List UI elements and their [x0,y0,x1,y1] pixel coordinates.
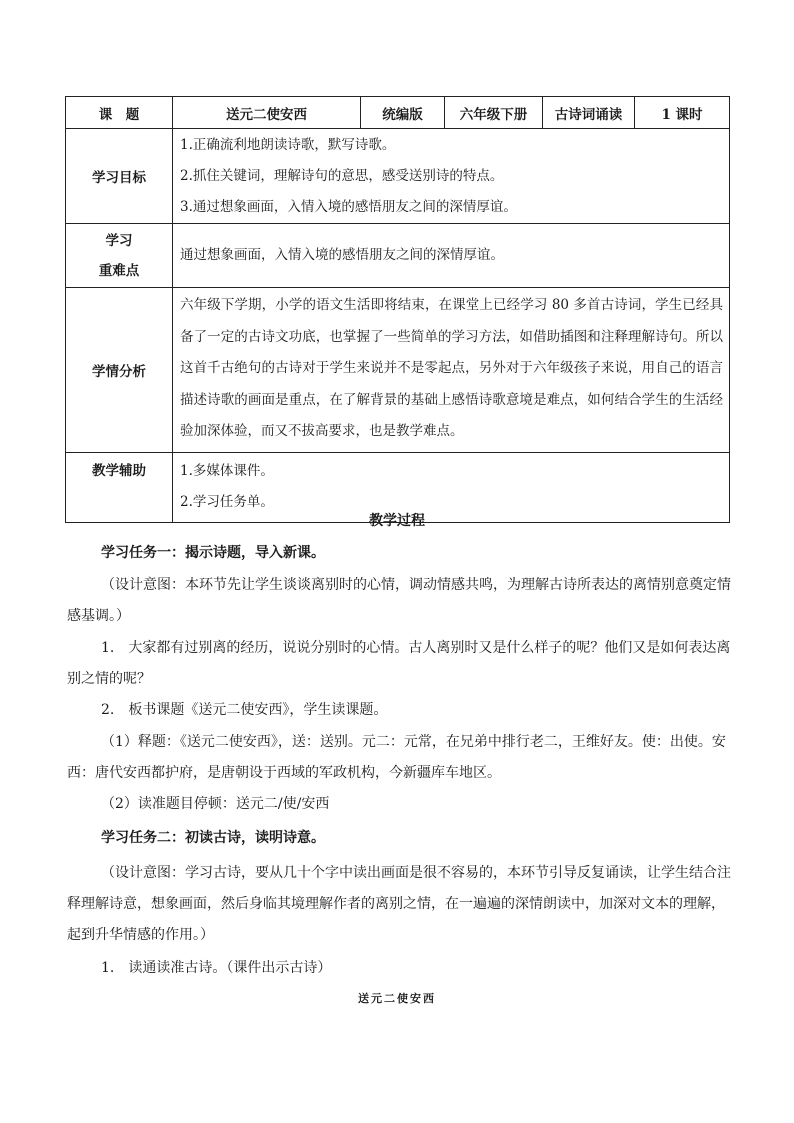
goals-row [66,129,730,224]
task1-heading: 学习任务一：揭示诗题，导入新课。 [101,545,325,561]
task1-step2: 2. 板书课题《送元二使安西》，学生读课题。 [101,702,388,718]
lesson-info-table [65,96,730,523]
goal-item: 2.抓住关键词，理解诗句的意思，感受送别诗的特点。 [180,167,504,184]
header-lesson-title: 送元二使安西 [173,97,361,129]
analysis-content: 六年级下学期，小学的语文生活即将结束，在课堂上已经学习 80 多首古诗词，学生已经具备了一定的古诗文功底，也掌握了一些简单的学习方法，如借助插图和注释理解诗句。所以这首千古绝句的古诗对于学生来说并不是零起点，另外对于六年级孩子来说，用自己的语言描述诗歌的画面是重点，在了解背景的基础上感悟诗歌意境是难点，如何结合学生的生活经验加深体验，而又不拔高要求，也是教学难点。 [173,288,730,453]
task2-heading: 学习任务二：初读古诗，读明诗意。 [101,830,325,846]
key-points-label-line1: 学习 [105,232,133,249]
task2-design-note: （设计意图：学习古诗，要从几十个字中读出画面是很不容易的，本环节引导反复诵读，让学生结合注释理解诗意，想象画面，然后身临其境理解作者的离别之情，在一遍遍的深情朗读中，加深对文本的理解，起到升华情感的作用。） [67,865,731,943]
header-edition: 统编版 [361,97,445,129]
aids-label: 教学辅助 [66,452,173,522]
header-hours: 1 课时 [635,97,730,129]
task1-sub1: （1）释题：《送元二使安西》，送：送别。元二：元常，在兄弟中排行老二，王维好友。使：出使。安西：唐代安西都护府，是唐朝设于西域的军政机构，今新疆库车地区。 [67,734,726,781]
aid-item: 2.学习任务单。 [180,494,274,510]
poem-title: 送元二使安西 [358,992,436,1005]
key-points-label [66,224,173,288]
header-unit: 古诗词诵读 [543,97,635,129]
goals-label: 学习目标 [66,129,173,224]
task1-design-text: （设计意图：本环节先让学生谈谈离别时的心情，调动情感共鸣，为理解古诗所表达的离情别意奠定情感基调。） [67,577,731,624]
key-points-row [66,224,730,288]
header-grade: 六年级下册 [445,97,543,129]
process-title: 教学过程 [369,513,425,529]
task2-step1: 1. 读通读准古诗。（课件出示古诗） [101,960,332,976]
task1-sub2: （2）读准题目停顿：送元二/使/安西 [101,796,330,812]
header-topic-label: 课 题 [66,97,173,129]
goal-item: 3.通过想象画面，入情入境的感悟朋友之间的深情厚谊。 [180,198,517,215]
task1-design-note [67,570,731,632]
analysis-row [66,288,730,453]
goals-content [173,129,730,224]
table-header-row [66,97,730,129]
key-points-content: 通过想象画面，入情入境的感悟朋友之间的深情厚谊。 [173,224,730,288]
task1-step1: 1. 大家都有过别离的经历，说说分别时的心情。古人离别时又是什么样子的呢？他们又是如何表达离别之情的呢？ [67,640,731,687]
analysis-label: 学情分析 [66,288,173,453]
goal-item: 1.正确流利地朗读诗歌，默写诗歌。 [180,136,396,153]
key-points-label-line2: 重难点 [98,262,140,279]
aid-item: 1.多媒体课件。 [180,463,274,479]
